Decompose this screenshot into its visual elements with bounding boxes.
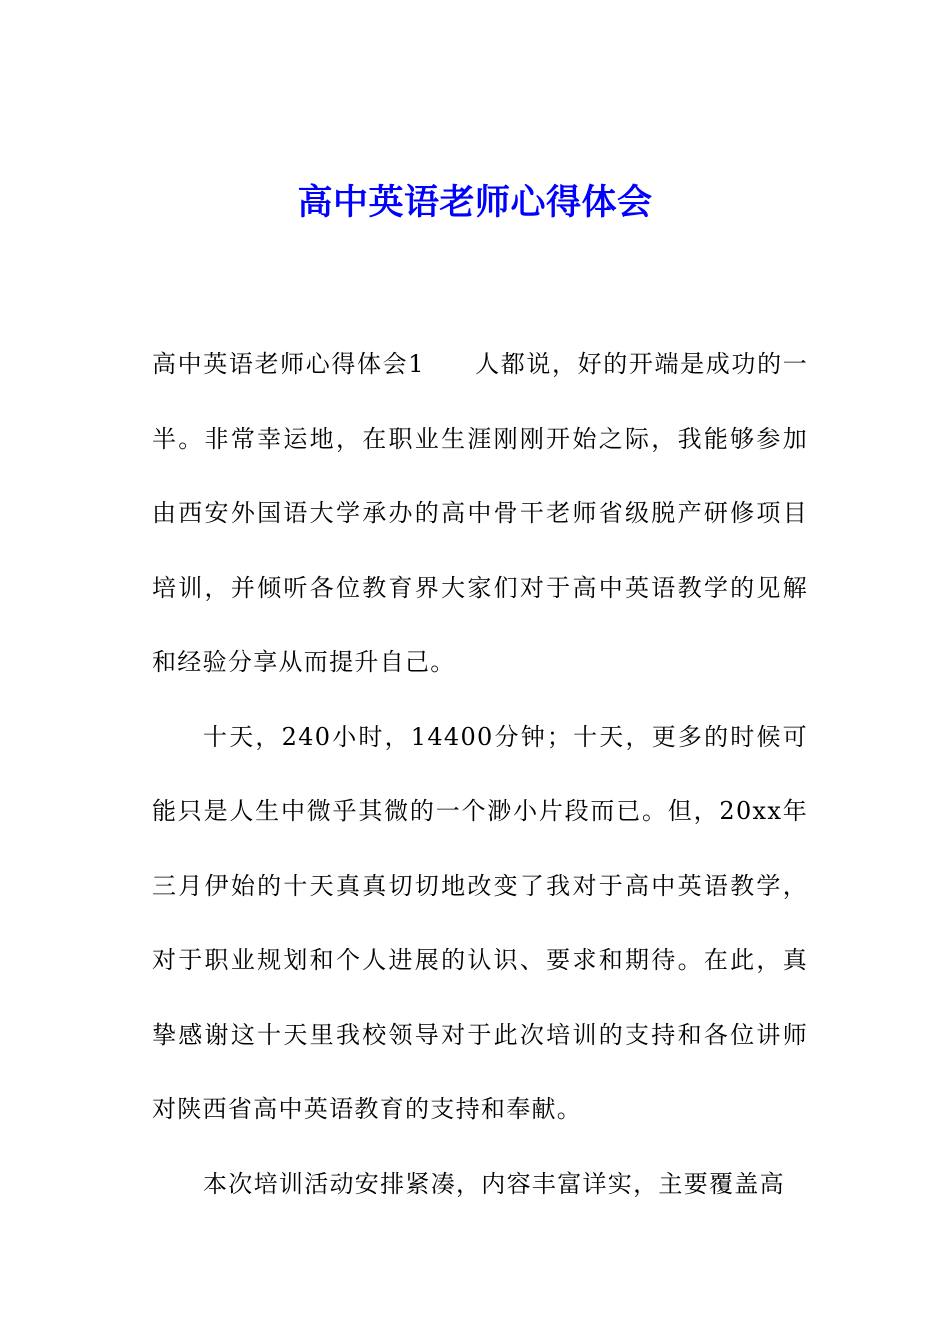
paragraph-1 (152, 327, 808, 700)
paragraph-heading: 高中英语老师心得体会1 (152, 350, 425, 378)
document-title: 高中英语老师心得体会 (297, 182, 653, 223)
document-body (152, 327, 808, 1221)
paragraph-text: 人都说，好的开端是成功的一半。非常幸运地，在职业生涯刚刚开始之际，我能够参加由西安外国语大学承办的高中骨干老师省级脱产研修项目培训，并倾听各位教育界大家们对于高中英语教学的见解和经验分享从而提升自己。 (152, 350, 808, 676)
paragraph-2: 十天，240小时，14400分钟；十天，更多的时候可能只是人生中微乎其微的一个渺小片段而已。但，20xx年三月伊始的十天真真切切地改变了我对于高中英语教学，对于职业规划和个人进展的认识、要求和期待。在此，真挚感谢这十天里我校领导对于此次培训的支持和各位讲师对陕西省高中英语教育的支持和奉献。 (152, 722, 808, 1123)
paragraph-3: 本次培训活动安排紧凑，内容丰富详实，主要覆盖高 (203, 1169, 785, 1198)
